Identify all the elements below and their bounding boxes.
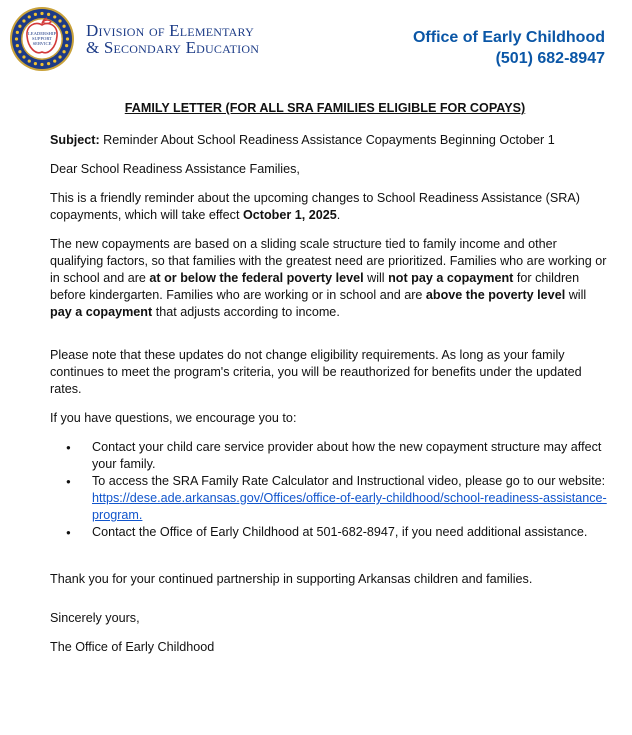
paragraph-text: The new copayments are based on a sliding scale structure tied to family income and other qualifying factors, so that families with the greatest need are prioritized. Families who are working or in school and are <box>50 237 607 285</box>
paragraph-eligibility: Please note that these updates do not change eligibility requirements. As long as your family continues to meet the program's criteria, you will be reauthorized for benefits under the updated rates. <box>50 348 582 396</box>
office-phone: (501) 682-8947 <box>495 50 605 67</box>
seal-star <box>18 50 21 53</box>
office-contact <box>413 27 605 69</box>
office-name: Office of Early Childhood <box>412 29 605 46</box>
contact-list <box>50 439 610 541</box>
emphasis-text: at or below the federal poverty level <box>149 271 364 285</box>
seal-star <box>40 63 43 66</box>
seal-text-line: LEADERSHIP <box>27 31 57 36</box>
list-item-text: Contact the Office of Early Childhood at 501-682-8947, if you need additional assistance. <box>92 525 588 539</box>
seal-star <box>18 25 21 28</box>
paragraph-text: This is a friendly reminder about the upcoming changes to School Readiness Assistance (SRA) copayments, which will take effect <box>50 191 580 222</box>
list-item-text: To access the SRA Family Rate Calculator and Instructional video, please go to our website: <box>92 474 606 488</box>
seal-star <box>65 44 68 47</box>
seal-star <box>66 37 69 40</box>
paragraph-text: will <box>363 271 389 285</box>
signature: The Office of Early Childhood <box>50 640 215 654</box>
seal-star <box>34 62 37 65</box>
seal-star <box>16 31 19 34</box>
list-item <box>92 473 610 524</box>
letter-body <box>50 100 610 668</box>
leadership-support-service-seal-icon <box>9 6 75 72</box>
seal-star <box>22 55 25 58</box>
seal-star <box>28 15 31 18</box>
sign-off: Sincerely yours, <box>50 611 140 625</box>
letter-title: FAMILY LETTER (FOR ALL SRA FAMILIES ELIGIBLE FOR COPAYS) <box>124 101 526 115</box>
paragraph-copayment-structure <box>50 236 610 321</box>
subject-text: Reminder About School Readiness Assistance Copayments Beginning October 1 <box>99 133 555 147</box>
seal-star <box>16 44 19 47</box>
seal-star <box>58 55 61 58</box>
seal-star <box>28 59 31 62</box>
list-item-text: Contact your child care service provider about how the new copayment structure may affect your family. <box>92 440 602 471</box>
list-item <box>92 524 610 541</box>
seal-star <box>40 12 43 15</box>
paragraph-text: . <box>336 208 341 222</box>
list-item <box>92 439 610 473</box>
organization-name <box>86 22 259 56</box>
emphasis-text: not pay a copayment <box>388 271 514 285</box>
seal-star <box>58 19 61 22</box>
letterhead <box>0 0 632 90</box>
seal-star <box>15 37 18 40</box>
organization-name-line-1: Division of Elementary <box>86 21 254 40</box>
seal-star <box>22 19 25 22</box>
paragraph-questions-intro: If you have questions, we encourage you to: <box>50 411 297 425</box>
paragraph-text: for children before kindergarten. Families who are working or in school and are <box>50 271 580 302</box>
seal-star <box>62 50 65 53</box>
seal-star <box>62 25 65 28</box>
seal-star <box>65 31 68 34</box>
sra-program-link[interactable]: https://dese.ade.arkansas.gov/Offices/office-of-early-childhood/school-readiness-assistance-program. <box>92 491 607 522</box>
paragraph-effective-date <box>50 190 610 224</box>
salutation: Dear School Readiness Assistance Families, <box>50 162 300 176</box>
subject-label: Subject: <box>50 133 100 147</box>
paragraph-text: will <box>565 288 587 302</box>
paragraph-text: that adjusts according to income. <box>152 305 340 319</box>
emphasis-text: pay a copayment <box>50 305 153 319</box>
subject-line <box>50 132 610 149</box>
effective-date: October 1, 2025 <box>242 208 337 222</box>
seal-star <box>53 59 56 62</box>
seal-text-line: SERVICE <box>32 41 52 46</box>
seal-star <box>47 62 50 65</box>
emphasis-text: above the poverty level <box>425 288 566 302</box>
seal-star <box>53 15 56 18</box>
seal-star <box>47 13 50 16</box>
organization-name-line-2: & Secondary Education <box>86 38 260 57</box>
seal-text-line: SUPPORT <box>32 36 52 41</box>
closing-thanks: Thank you for your continued partnership in supporting Arkansas children and families. <box>50 572 533 586</box>
seal-star <box>34 13 37 16</box>
